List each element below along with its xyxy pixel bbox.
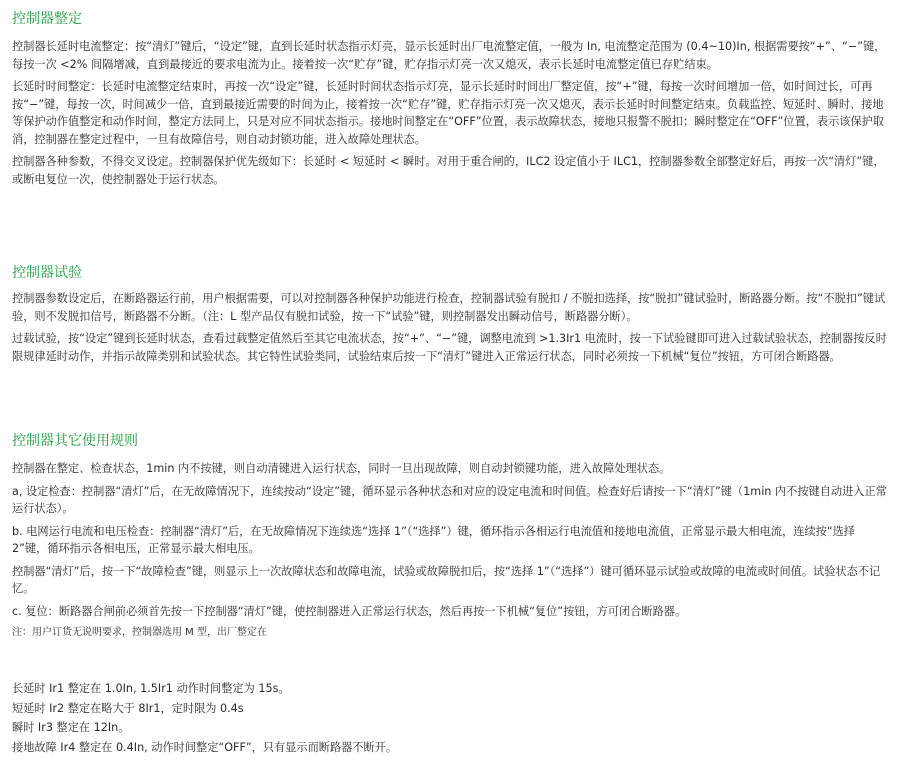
section-title: 控制器其它使用规则	[12, 433, 138, 449]
paragraph: 长延时时间整定：长延时电流整定结束时，再按一次“设定”键，长延时时间状态指示灯亮，显示长延时时间出厂整定值，按“+”键，每按一次时间增加一倍，如时间过长，可再按“−”键，每按一次，时间减少一倍，直到最接近需要的时间为止，接着按一次“贮存”键，贮存指示灯亮一次又熄灭，表示长延时时间整定结束。负载监控、短延时、瞬时、接地等保护动作值整定和动作时间，整定方法同上，只是对应不同状态指示。接地时间整定在“OFF”位置，表示故障状态，接地只报警不脱扣；瞬时整定在“OFF”位置，表示该保护取消，控制器在整定过程中，一旦有故障信号，则自动封锁功能，进入故障处理状态。	[12, 80, 885, 146]
default-setting-line: 瞬时 Ir3 整定在 12In。	[12, 721, 130, 734]
section-title: 控制器整定	[12, 11, 82, 27]
paragraph: b. 电网运行电流和电压检查：控制器“清灯”后，在无故障情况下连续选“选择 1”（“选择”）键，循环指示各相运行电流值和接地电流值，正常显示最大相电流，连续按“选择 2”键，循环指示各相电压，正常显示最大相电压。	[12, 524, 855, 555]
paragraph: 控制器长延时电流整定：按“清灯”键后，“设定”键，直到长延时状态指示灯亮，显示长延时出厂电流整定值，一般为 In, 电流整定范围为 (0.4~10)In, 根据需要按“+”、“−”键，每按一次 <2% 间隔增减，直到最接近的要求电流为止。接着按一次“贮存”键，贮存指示灯亮一次又熄灭，表示长延时电流整定值已存贮结束。	[12, 40, 886, 71]
section-controller-other-rules	[12, 432, 892, 645]
paragraph: 控制器“清灯”后，按一下“故障检查”键，则显示上一次故障状态和故障电流，试验或故障脱扣后，按“选择 1”（“选择”）键可循环显示试验或故障的电流或时间值。试验状态不记忆。	[12, 564, 881, 595]
section-controller-setting	[12, 10, 892, 193]
default-setting-line: 短延时 Ir2 整定在略大于 8Ir1，定时限为 0.4s	[12, 701, 244, 715]
paragraph: 控制器在整定、检查状态，1min 内不按键，则自动清键进入运行状态，同时一旦出现故障，则自动封锁键功能，进入故障处理状态。	[12, 462, 671, 475]
default-setting-line: 接地故障 Ir4 整定在 0.4In, 动作时间整定“OFF”，只有显示而断路器不断开。	[12, 740, 398, 754]
paragraph: 过载试验，按“设定”键到长延时状态，查看过载整定值然后至其它电流状态，按“+”、“−”键，调整电流到 >1.3Ir1 电流时，按一下试验键即可进入过载试验状态，控制器按反时限规律延时动作，并指示故障类别和试验状态。其它特性试验类同，试验结束后按一下“清灯”键进入正常运行状态，同时必须按一下机械“复位”按钮，方可闭合断路器。	[12, 332, 887, 363]
paragraph: 控制器参数设定后，在断路器运行前，用户根据需要，可以对控制器各种保护功能进行检查，控制器试验有脱扣 / 不脱扣选择，按“脱扣”键试验时，断路器分断。按“不脱扣”键试验，则不发脱扣信号，断路器不分断。（注：L 型产品仅有脱扣试验，按一下“试验”键，则控制器发出瞬动信号，断路器分断）。	[12, 292, 886, 323]
section-title: 控制器试验	[12, 265, 82, 281]
note-text: 注：用户订货无说明要求，控制器选用 M 型，出厂整定在	[12, 627, 267, 638]
paragraph: 控制器各种参数，不得交叉设定。控制器保护优先级如下：长延时 < 短延时 < 瞬时。对用于重合闸的，ILC2 设定值小于 ILC1，控制器参数全部整定好后，再按一次“清灯”键，或断电复位一次，使控制器处于运行状态。	[12, 155, 885, 186]
default-settings-list	[12, 680, 892, 758]
default-setting-line: 长延时 Ir1 整定在 1.0In, 1.5Ir1 动作时间整定为 15s。	[12, 682, 290, 695]
paragraph: c. 复位：断路器合闸前必须首先按一下控制器“清灯”键，使控制器进入正常运行状态，然后再按一下机械“复位”按钮，方可闭合断路器。	[12, 604, 687, 618]
section-controller-test	[12, 264, 892, 370]
paragraph: a, 设定检查：控制器“清灯”后，在无故障情况下，连续按动“设定”键，循环显示各种状态和对应的设定电流和时间值。检查好后请按一下“清灯”键（1min 内不按键自动进入正常运行状态）。	[12, 484, 887, 515]
